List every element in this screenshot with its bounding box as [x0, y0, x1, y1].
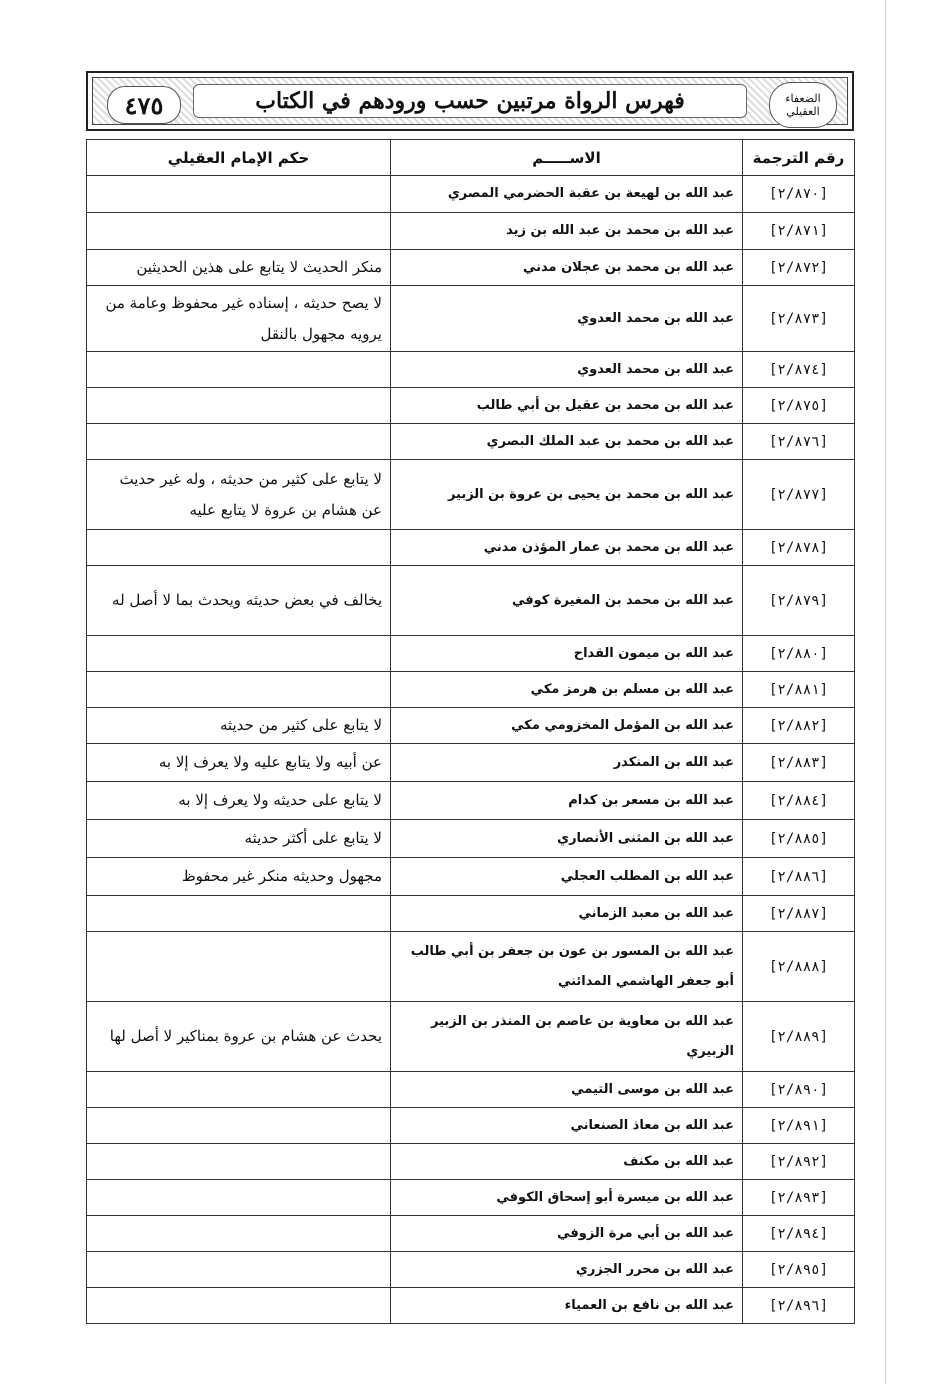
- narrator-name: عبد الله بن المسور بن عون بن جعفر بن أبي طالب أبو جعفر الهاشمي المدائني: [391, 932, 743, 1002]
- column-header-name: الاســـــم: [391, 140, 743, 176]
- narrator-name: عبد الله بن معاوية بن عاصم بن المنذر بن الزبير الزبيري: [391, 1002, 743, 1072]
- aqili-ruling: [87, 1252, 391, 1288]
- narrator-name: عبد الله بن محمد العدوي: [391, 286, 743, 352]
- page-title: فهرس الرواة مرتبين حسب ورودهم في الكتاب: [255, 88, 685, 114]
- aqili-ruling: لا يتابع على كثير من حديثه ، وله غير حديث عن هشام بن عروة لا يتابع عليه: [87, 460, 391, 530]
- entry-number: [٢/٨٧٤]: [743, 352, 855, 388]
- table-row: [87, 530, 855, 566]
- aqili-ruling: [87, 352, 391, 388]
- narrator-name: عبد الله بن المؤمل المخزومي مكي: [391, 708, 743, 744]
- narrator-name: عبد الله بن معبد الزماني: [391, 896, 743, 932]
- aqili-ruling: [87, 213, 391, 250]
- table-row: [87, 1002, 855, 1072]
- table-row: [87, 896, 855, 932]
- aqili-ruling: [87, 636, 391, 672]
- narrators-table: [86, 139, 855, 1324]
- entry-number: [٢/٨٧٠]: [743, 176, 855, 213]
- aqili-ruling: [87, 1108, 391, 1144]
- narrator-name: عبد الله بن المنكدر: [391, 744, 743, 782]
- aqili-ruling: لا يتابع على أكثر حديثه: [87, 820, 391, 858]
- entry-number: [٢/٨٧٨]: [743, 530, 855, 566]
- narrator-name: عبد الله بن مسعر بن كدام: [391, 782, 743, 820]
- narrator-name: عبد الله بن ميمون القداح: [391, 636, 743, 672]
- entry-number: [٢/٨٩٢]: [743, 1144, 855, 1180]
- entry-number: [٢/٨٧٥]: [743, 388, 855, 424]
- aqili-ruling: منكر الحديث لا يتابع على هذين الحديثين: [87, 250, 391, 286]
- entry-number: [٢/٨٩١]: [743, 1108, 855, 1144]
- aqili-ruling: [87, 1144, 391, 1180]
- entry-number: [٢/٨٨٦]: [743, 858, 855, 896]
- narrator-name: عبد الله بن محرر الجزري: [391, 1252, 743, 1288]
- aqili-ruling: [87, 672, 391, 708]
- aqili-ruling: [87, 1180, 391, 1216]
- narrator-name: عبد الله بن المطلب العجلي: [391, 858, 743, 896]
- aqili-ruling: [87, 1288, 391, 1324]
- entry-number: [٢/٨٨٣]: [743, 744, 855, 782]
- narrator-name: عبد الله بن المثنى الأنصاري: [391, 820, 743, 858]
- page-number: ٤٧٥: [107, 86, 181, 124]
- entry-number: [٢/٨٨٧]: [743, 896, 855, 932]
- narrator-name: عبد الله بن محمد العدوي: [391, 352, 743, 388]
- narrator-name: عبد الله بن ميسرة أبو إسحاق الكوفي: [391, 1180, 743, 1216]
- aqili-ruling: لا يتابع على كثير من حديثه: [87, 708, 391, 744]
- entry-number: [٢/٨٧٣]: [743, 286, 855, 352]
- narrator-name: عبد الله بن محمد بن عبد الله بن زيد: [391, 213, 743, 250]
- header-title-band: [193, 84, 747, 118]
- table-row: [87, 1288, 855, 1324]
- entry-number: [٢/٨٩٤]: [743, 1216, 855, 1252]
- table-row: [87, 744, 855, 782]
- table-row: [87, 708, 855, 744]
- narrator-name: عبد الله بن أبي مرة الزوفي: [391, 1216, 743, 1252]
- entry-number: [٢/٨٨٥]: [743, 820, 855, 858]
- narrator-name: عبد الله بن موسى التيمي: [391, 1072, 743, 1108]
- table-row: [87, 636, 855, 672]
- table-row: [87, 1252, 855, 1288]
- entry-number: [٢/٨٩٣]: [743, 1180, 855, 1216]
- entry-number: [٢/٨٨٨]: [743, 932, 855, 1002]
- column-header-number: رقم الترجمة: [743, 140, 855, 176]
- narrator-name: عبد الله بن محمد بن المغيرة كوفي: [391, 566, 743, 636]
- narrator-name: عبد الله بن معاذ الصنعاني: [391, 1108, 743, 1144]
- narrator-name: عبد الله بن محمد بن عجلان مدني: [391, 250, 743, 286]
- table-row: [87, 858, 855, 896]
- aqili-ruling: [87, 1072, 391, 1108]
- table-row: [87, 424, 855, 460]
- table-row: [87, 1144, 855, 1180]
- table-row: [87, 782, 855, 820]
- entry-number: [٢/٨٨٤]: [743, 782, 855, 820]
- narrator-name: عبد الله بن مكنف: [391, 1144, 743, 1180]
- entry-number: [٢/٨٧٧]: [743, 460, 855, 530]
- aqili-ruling: [87, 424, 391, 460]
- table-row: [87, 176, 855, 213]
- entry-number: [٢/٨٨٩]: [743, 1002, 855, 1072]
- aqili-ruling: [87, 176, 391, 213]
- aqili-ruling: [87, 1216, 391, 1252]
- narrator-name: عبد الله بن مسلم بن هرمز مكي: [391, 672, 743, 708]
- column-header-ruling: حكم الإمام العقيلي: [87, 140, 391, 176]
- table-body: [87, 176, 855, 1324]
- table-row: [87, 932, 855, 1002]
- aqili-ruling: يخالف في بعض حديثه ويحدث بما لا أصل له: [87, 566, 391, 636]
- entry-number: [٢/٨٩٥]: [743, 1252, 855, 1288]
- aqili-ruling: [87, 896, 391, 932]
- table-header-row: [87, 140, 855, 176]
- aqili-ruling: [87, 932, 391, 1002]
- aqili-ruling: لا يتابع على حديثه ولا يعرف إلا به: [87, 782, 391, 820]
- narrator-name: عبد الله بن محمد بن عمار المؤذن مدني: [391, 530, 743, 566]
- entry-number: [٢/٨٧٦]: [743, 424, 855, 460]
- narrator-name: عبد الله بن لهيعة بن عقبة الحضرمي المصري: [391, 176, 743, 213]
- table-row: [87, 1108, 855, 1144]
- narrator-name: عبد الله بن محمد بن يحيى بن عروة بن الزبير: [391, 460, 743, 530]
- entry-number: [٢/٨٩٦]: [743, 1288, 855, 1324]
- table-row: [87, 388, 855, 424]
- aqili-ruling: مجهول وحديثه منكر غير محفوظ: [87, 858, 391, 896]
- entry-number: [٢/٨٨٠]: [743, 636, 855, 672]
- entry-number: [٢/٨٩٠]: [743, 1072, 855, 1108]
- table-row: [87, 460, 855, 530]
- aqili-ruling: [87, 530, 391, 566]
- page-margin-line: [885, 0, 886, 1384]
- table-row: [87, 250, 855, 286]
- entry-number: [٢/٨٧٢]: [743, 250, 855, 286]
- entry-number: [٢/٨٧١]: [743, 213, 855, 250]
- entry-number: [٢/٨٧٩]: [743, 566, 855, 636]
- table-row: [87, 213, 855, 250]
- narrator-name: عبد الله بن محمد بن عقيل بن أبي طالب: [391, 388, 743, 424]
- entry-number: [٢/٨٨٢]: [743, 708, 855, 744]
- table-row: [87, 566, 855, 636]
- entry-number: [٢/٨٨١]: [743, 672, 855, 708]
- table-row: [87, 1180, 855, 1216]
- table-row: [87, 672, 855, 708]
- table-row: [87, 1216, 855, 1252]
- narrator-name: عبد الله بن نافع بن العمياء: [391, 1288, 743, 1324]
- header-ornament-border: [92, 77, 848, 125]
- aqili-ruling: عن أبيه ولا يتابع عليه ولا يعرف إلا به: [87, 744, 391, 782]
- aqili-ruling: يحدث عن هشام بن عروة بمناكير لا أصل لها: [87, 1002, 391, 1072]
- aqili-ruling: لا يصح حديثه ، إسناده غير محفوظ وعامة من يرويه مجهول بالنقل: [87, 286, 391, 352]
- book-emblem: الضعفاء العقيلي: [769, 82, 837, 128]
- table-row: [87, 1072, 855, 1108]
- aqili-ruling: [87, 388, 391, 424]
- table-row: [87, 820, 855, 858]
- table-row: [87, 352, 855, 388]
- page-header: [86, 71, 854, 131]
- narrator-name: عبد الله بن محمد بن عبد الملك البصري: [391, 424, 743, 460]
- table-row: [87, 286, 855, 352]
